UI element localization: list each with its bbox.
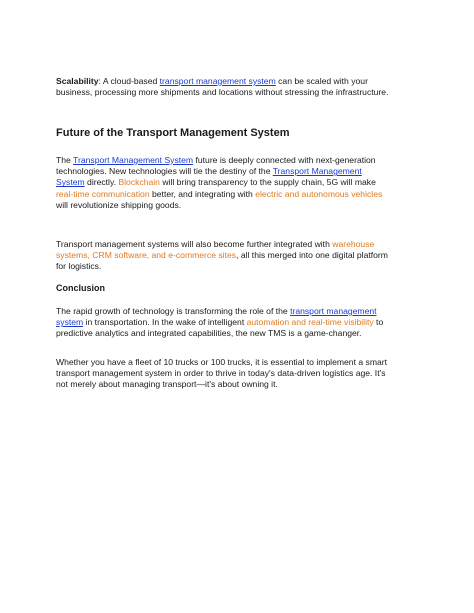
link-electric-autonomous-vehicles[interactable]: electric and autonomous vehicles [255,188,383,199]
future-paragraph-1 [56,155,422,211]
text-line: business, processing more shipments and locations without stressing the infrastructure. [56,87,389,98]
link-system[interactable]: system [56,317,84,328]
text-span: to [373,317,384,328]
text-span: , all this merged into one digital platform [236,250,388,261]
conclusion-paragraph-2 [56,357,422,391]
link-blockchain[interactable]: Blockchain [118,177,160,188]
link-real-time-communication[interactable]: real-time communication [56,188,150,199]
link-system[interactable]: System [56,177,85,188]
text-line: will revolutionize shipping goods. [56,199,182,210]
text-span: better, and integrating with [149,188,256,199]
text-span: Transport management systems will also become further integrated with [56,239,333,249]
text-span: can be scaled with your [275,76,368,86]
scalability-label: Scalability [56,76,99,86]
text-line: predictive analytics and integrated capabilities, the new TMS is a game-changer. [56,328,362,339]
text-span: : A cloud-based [98,76,160,86]
link-transport-management[interactable]: transport management [290,306,377,316]
text-span: directly. [84,177,119,188]
text-line: not merely about managing transport—it's about owning it. [56,379,278,390]
text-span: The [56,155,74,165]
conclusion-heading: Conclusion [56,283,105,293]
link-warehouse[interactable]: warehouse [332,239,375,249]
text-span: in transportation. In the wake of intelligent [83,317,247,328]
link-automation-real-time-visibility[interactable]: automation and real-time visibility [246,317,374,328]
link-transport-management[interactable]: Transport Management [272,166,362,177]
text-span: future is deeply connected with next-generation [193,155,376,165]
future-heading: Future of the Transport Management System [56,127,290,139]
text-line: Whether you have a fleet of 10 trucks or 100 trucks, it is essential to implement a smart [56,357,388,367]
text-span: technologies. New technologies will tie the destiny of the [56,166,273,177]
scalability-paragraph [56,76,422,98]
link-transport-management-system[interactable]: Transport Management System [73,155,194,165]
text-line: for logistics. [56,261,102,272]
conclusion-paragraph-1 [56,306,422,340]
text-line: transport management system in order to thrive in today's data-driven logistics age. It's [56,368,386,379]
link-transport-management-system[interactable]: transport management system [159,76,276,86]
text-span: The rapid growth of technology is transforming the role of the [56,306,291,316]
text-span: will bring transparency to the supply chain, 5G will make [159,177,376,188]
link-systems-crm-ecommerce[interactable]: systems, CRM software, and e-commerce sites [56,250,237,261]
future-paragraph-2 [56,239,422,273]
